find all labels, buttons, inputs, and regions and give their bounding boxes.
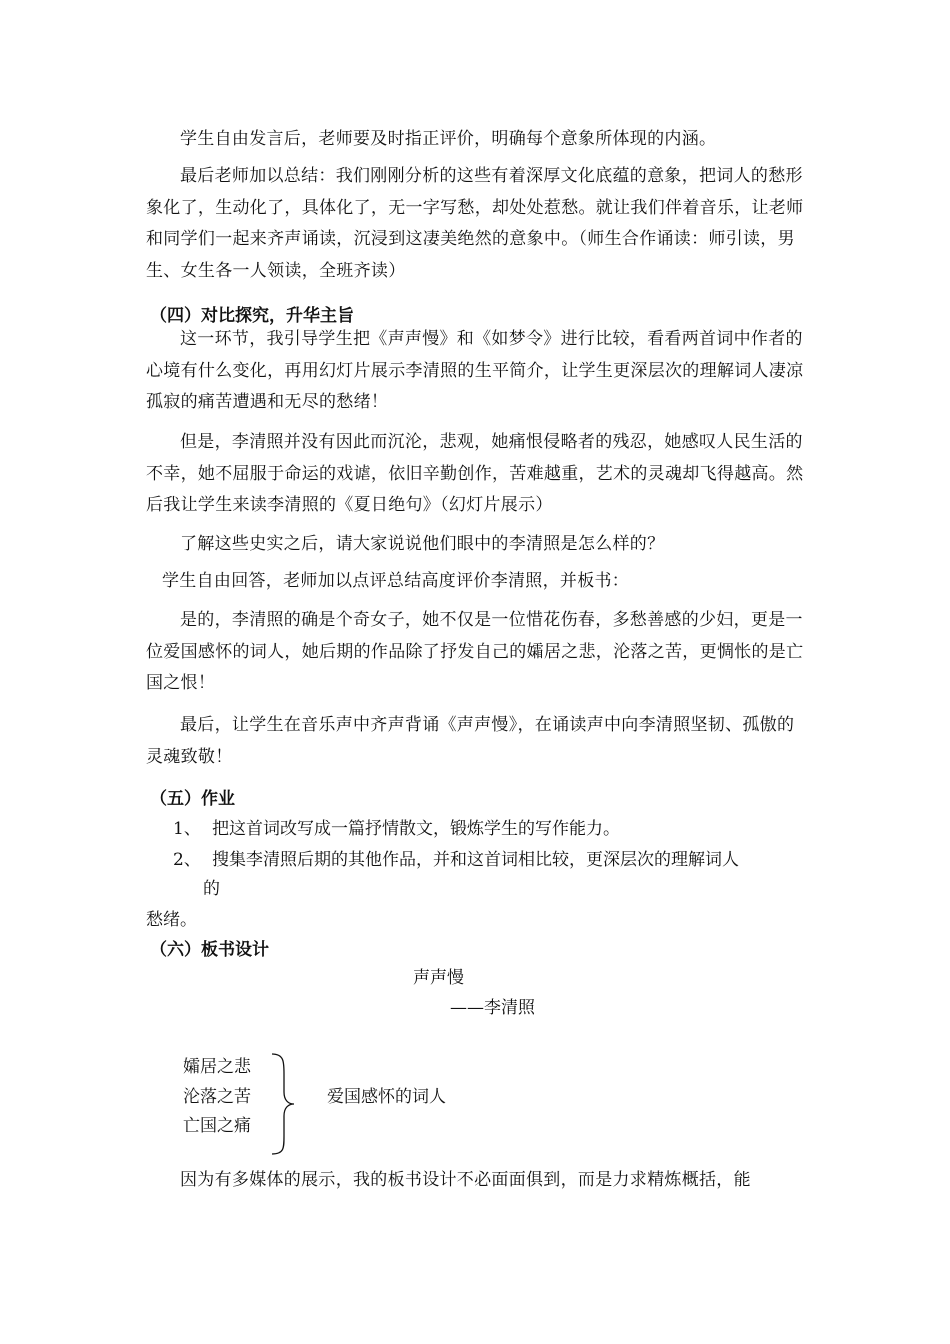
paragraph-board-explanation: 因为有多媒体的展示，我的板书设计不必面面俱到，而是力求精炼概括，能 bbox=[180, 1170, 751, 1190]
paragraph-evaluation: 是的，李清照的确是个奇女子，她不仅是一位惜花伤春，多愁善感的少妇，更是一位爱国感怀的词人，她后期的作品除了抒发自己的孀居之悲，沦落之苦，更惆怅的是亡国之恨！ bbox=[146, 610, 804, 693]
homework-1-number: 1、 bbox=[173, 819, 201, 839]
homework-2-continuation: 的 bbox=[203, 879, 220, 899]
section-heading-5: （五）作业 bbox=[150, 789, 235, 809]
paragraph-recitation: 最后，让学生在音乐声中齐声背诵《声声慢》，在诵读声中向李清照坚韧、孤傲的灵魂致敬！ bbox=[146, 715, 795, 767]
paragraph-question: 了解这些史实之后，请大家说说他们眼中的李清照是怎么样的？ bbox=[180, 534, 665, 554]
board-author: ——李清照 bbox=[450, 998, 535, 1018]
section-heading-4: （四）对比探究，升华主旨 bbox=[150, 306, 354, 326]
paragraph-student-answer: 学生自由回答，老师加以点评总结高度评价李清照，并板书： bbox=[162, 571, 630, 591]
homework-1-text: 把这首词改写成一篇抒情散文，锻炼学生的写作能力。 bbox=[212, 819, 620, 839]
board-item-national-loss: 亡国之痛 bbox=[183, 1116, 251, 1136]
board-title: 声声慢 bbox=[413, 968, 464, 988]
curly-brace-icon bbox=[266, 1052, 296, 1156]
paragraph-teacher-summary: 最后老师加以总结：我们刚刚分析的这些有着深厚文化底蕴的意象，把词人的愁形象化了，生动化了，具体化了，无一字写愁，却处处惹愁。就让我们伴着音乐，让老师和同学们一起来齐声诵读，沉浸到这凄美绝然的意象中。（师生合作诵读：师引读，男生、女生各一人领读，全班齐读） bbox=[146, 166, 804, 281]
section-heading-6: （六）板书设计 bbox=[150, 940, 269, 960]
homework-2-end: 愁绪。 bbox=[146, 910, 197, 930]
board-item-widowhood: 孀居之悲 bbox=[183, 1057, 251, 1077]
paragraph-li-qingzhao-life: 但是，李清照并没有因此而沉沦，悲观，她痛恨侵略者的残忍，她感叹人民生活的不幸，她不屈服于命运的戏谑，依旧辛勤创作，苦难越重，艺术的灵魂却飞得越高。然后我让学生来读李清照的《夏日绝句》（幻灯片展示） bbox=[146, 432, 804, 515]
paragraph-comparison: 这一环节，我引导学生把《声声慢》和《如梦令》进行比较，看看两首词中作者的心境有什么变化，再用幻灯片展示李清照的生平简介，让学生更深层次的理解词人凄凉孤寂的痛苦遭遇和无尽的愁绪！ bbox=[146, 329, 804, 412]
homework-2-text: 搜集李清照后期的其他作品，并和这首词相比较，更深层次的理解词人 bbox=[212, 850, 739, 870]
homework-2-number: 2、 bbox=[173, 850, 201, 870]
board-summary: 爱国感怀的词人 bbox=[327, 1087, 446, 1107]
board-item-exile: 沦落之苦 bbox=[183, 1087, 251, 1107]
paragraph-student-speech: 学生自由发言后，老师要及时指正评价，明确每个意象所体现的内涵。 bbox=[180, 129, 717, 149]
